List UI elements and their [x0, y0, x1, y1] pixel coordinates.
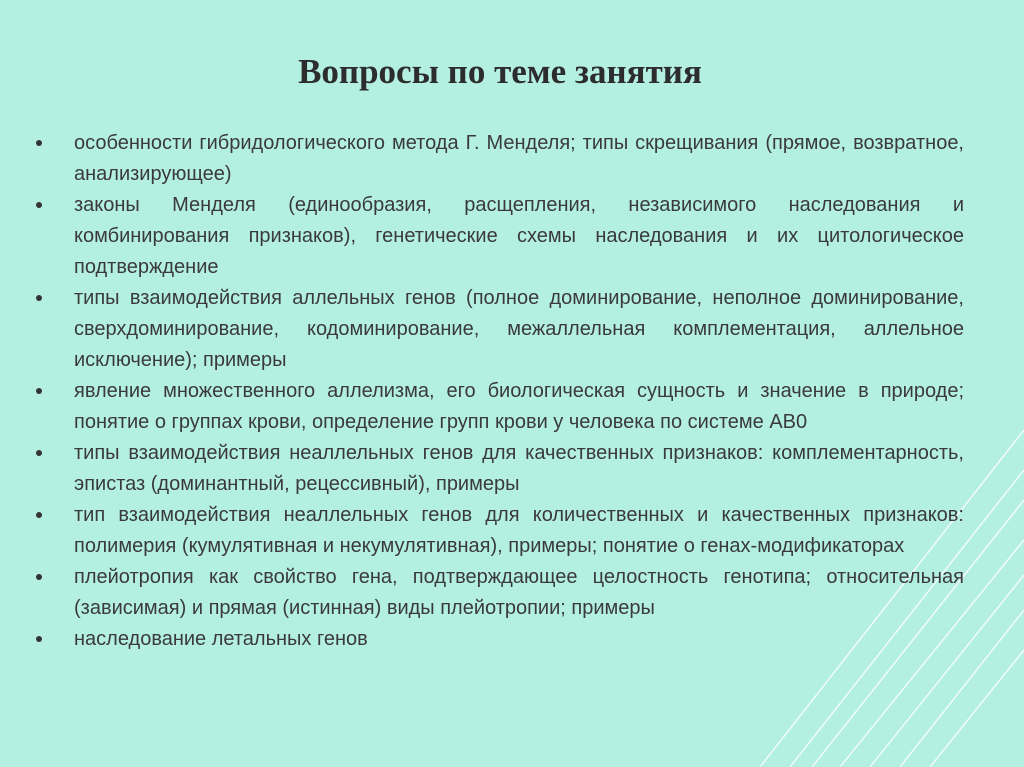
list-item-text: типы взаимодействия неаллельных генов для качественных признаков: комплементарность, эпистаз (доминантный, рецессивный), примеры	[74, 442, 964, 495]
list-item	[36, 438, 964, 500]
list-item	[36, 376, 964, 438]
bullet-icon	[36, 202, 42, 208]
list-item-text: тип взаимодействия неаллельных генов для количественных и качественных признаков: полимерия (кумулятивная и некумулятивная), примеры; понятие о генах-модификаторах	[74, 504, 964, 557]
bullet-icon	[36, 388, 42, 394]
bullet-icon	[36, 512, 42, 518]
bullet-icon	[36, 140, 42, 146]
list-item-text: типы взаимодействия аллельных генов (полное доминирование, неполное доминирование, сверхдоминирование, кодоминирование, межаллельная комплементация, аллельное исключение); примеры	[74, 287, 964, 371]
list-item	[36, 500, 964, 562]
bullet-icon	[36, 450, 42, 456]
list-item-text: законы Менделя (единообразия, расщепления, независимого наследования и комбинирования признаков), генетические схемы наследования и их цитологическое подтверждение	[74, 194, 964, 278]
bullet-icon	[36, 636, 42, 642]
list-item	[36, 283, 964, 376]
list-item-text: наследование летальных генов	[74, 628, 368, 650]
list-item	[36, 128, 964, 190]
list-item-text: особенности гибридологического метода Г. Менделя; типы скрещивания (прямое, возвратное, анализирующее)	[74, 132, 964, 185]
list-item	[36, 562, 964, 624]
bullet-icon	[36, 295, 42, 301]
bullet-icon	[36, 574, 42, 580]
list-item-text: плейотропия как свойство гена, подтверждающее целостность генотипа; относительная (зависимая) и прямая (истинная) виды плейотропии; примеры	[74, 566, 964, 619]
list-item	[36, 624, 964, 655]
slide-title: Вопросы по теме занятия	[298, 52, 702, 91]
list-item	[36, 190, 964, 283]
list-item-text: явление множественного аллелизма, его биологическая сущность и значение в природе; понятие о группах крови, определение групп крови у человека по системе АВ0	[74, 380, 964, 433]
questions-list	[36, 128, 964, 655]
